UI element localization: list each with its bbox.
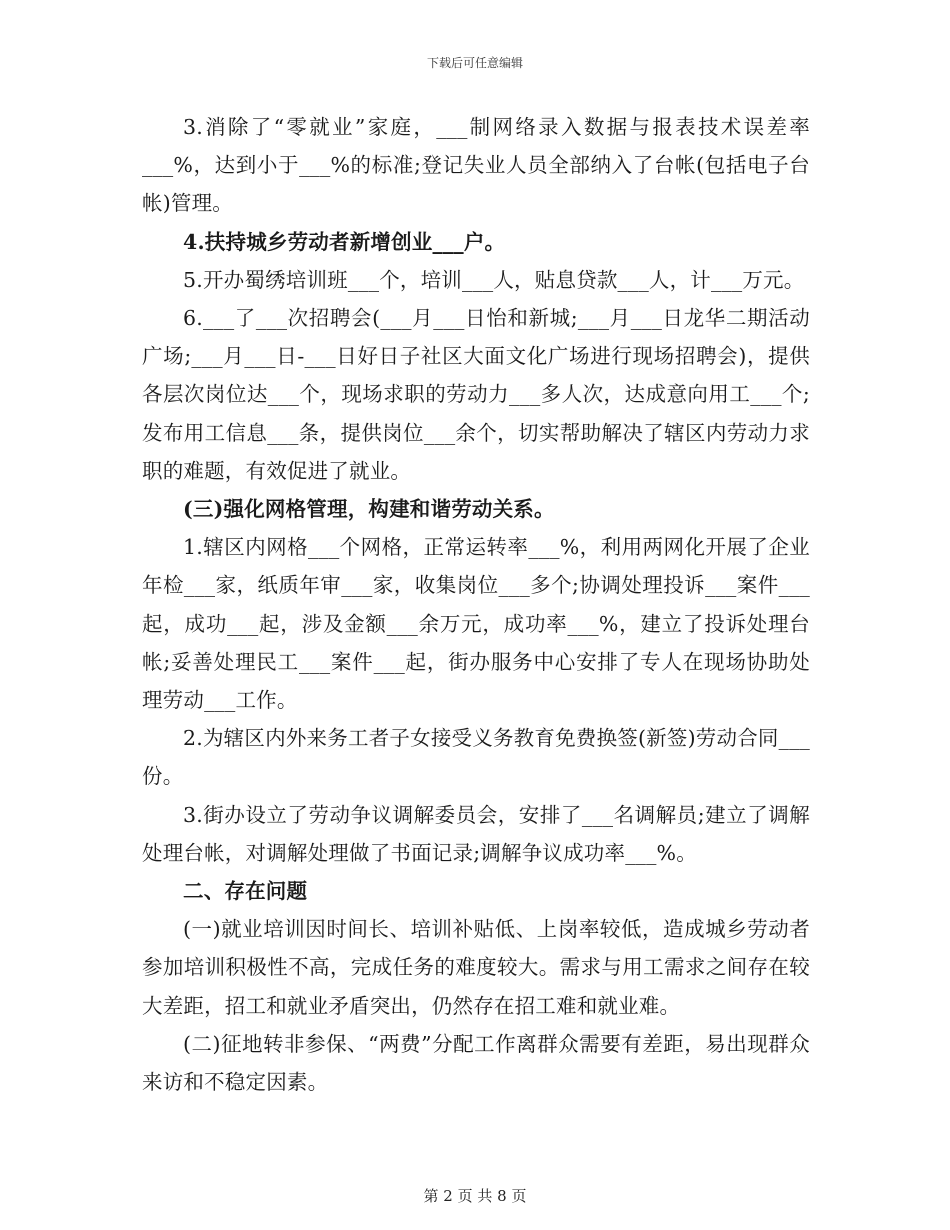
paragraph-grid-2: 2.为辖区内外来务工者子女接受义务教育免费换签(新签)劳动合同___份。: [142, 726, 810, 789]
paragraph-item-4-heading: 4.扶持城乡劳动者新增创业___户。: [183, 229, 506, 254]
paragraph-problem-1: (一)就业培训因时间长、培训补贴低、上岗率较低，造成城乡劳动者参加培训积极性不高，完成任务的难度较大。需求与用工需求之间存在较大差距，招工和就业矛盾突出，仍然存在招工难和就业难。: [142, 917, 810, 1018]
page-header: 下载后可任意编辑: [426, 56, 523, 70]
paragraph-grid-1: 1.辖区内网格___个网格，正常运转率___%，利用两网化开展了企业年检___家，纸质年审___家，收集岗位___多个;协调处理投诉___案件___起，成功___起，涉及金额___余万元，成功率___%，建立了投诉处理台帐;妥善处理民工___案件___起，街办服务中心安排了专人在现场协助处理劳动___工作。: [142, 535, 810, 713]
paragraph-item-3: 3.消除了“零就业”家庭，___制网络录入数据与报表技术误差率___%，达到小于___%的标准;登记失业人员全部纳入了台帐(包括电子台帐)管理。: [142, 115, 810, 216]
page-footer: 第 2 页 共 8 页: [423, 1187, 527, 1205]
paragraph-item-5: 5.开办蜀绣培训班___个，培训___人，贴息贷款___人，计___万元。: [183, 267, 805, 292]
paragraph-item-6: 6.___了___次招聘会(___月___日怡和新城;___月___日龙华二期活动广场;___月___日-___日好日子社区大面文化广场进行现场招聘会)，提供各层次岗位达___个，现场求职的劳动力___多人次，达成意向用工___个;发布用工信息___条，提供岗位___余个，切实帮助解决了辖区内劳动力求职的难题，有效促进了就业。: [142, 306, 810, 483]
paragraph-problem-2: (二)征地转非参保、“两费”分配工作离群众需要有差距，易出现群众来访和不稳定因素。: [142, 1031, 810, 1095]
document-body: [142, 108, 810, 1101]
section-heading-grid-management: (三)强化网格管理，构建和谐劳动关系。: [183, 497, 555, 522]
section-heading-problems: 二、存在问题: [183, 879, 308, 904]
paragraph-grid-3: 3.街办设立了劳动争议调解委员会，安排了___名调解员;建立了调解处理台帐，对调解处理做了书面记录;调解争议成功率___%。: [142, 802, 810, 865]
